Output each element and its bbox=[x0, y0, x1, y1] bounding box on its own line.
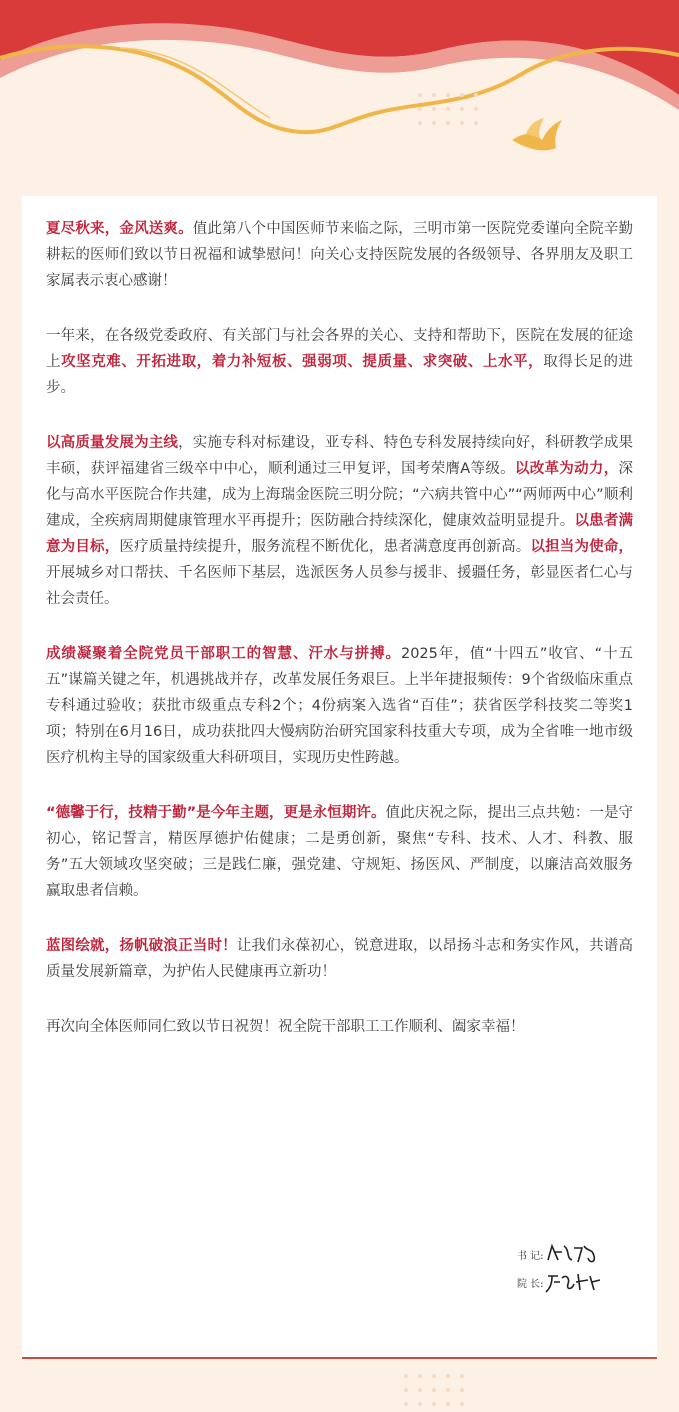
paragraph-text: 再次向全体医师同仁致以节日祝贺！祝全院干部职工工作顺利、阖家幸福！ bbox=[46, 1019, 525, 1035]
president-signature bbox=[544, 1270, 604, 1294]
bottom-divider bbox=[22, 1357, 657, 1359]
letter-paragraph bbox=[46, 216, 633, 294]
letter-body bbox=[46, 216, 633, 1040]
highlighted-phrase: 以患者满意为目标， bbox=[46, 513, 634, 555]
letter-paragraph bbox=[46, 1014, 633, 1040]
letter-paragraph bbox=[46, 430, 633, 612]
bottom-dot-pattern bbox=[400, 1368, 640, 1412]
highlighted-phrase: 成绩凝聚着全院党员干部职工的智慧、汗水与拼搏。 bbox=[46, 646, 401, 662]
paragraph-text: ，实施专科对标建设，亚专科、特色专科发展持续向好，科研教学成果丰硕，获评福建省三级卒中中心，顺利通过三甲复评，国考荣膺A等级。 bbox=[46, 435, 634, 477]
letter-paragraph bbox=[46, 933, 633, 985]
highlighted-phrase: 以高质量发展为主线 bbox=[46, 435, 179, 451]
secretary-title: 书 记: bbox=[517, 1250, 544, 1262]
highlighted-phrase: 夏尽秋来，金风送爽。 bbox=[46, 221, 193, 237]
secretary-signature bbox=[544, 1242, 604, 1266]
president-title: 院 长: bbox=[517, 1278, 544, 1290]
paragraph-text: 深化与高水平医院合作共建，成为上海瑞金医院三明分院；“六病共管中心”“两师两中心”顺利建成，全疾病周期健康管理水平再提升；医防融合持续深化，健康效益明显提升。 bbox=[46, 461, 633, 529]
highlighted-phrase: 攻坚克难、开拓进取，着力补短板、强弱项、提质量、求突破、上水平， bbox=[61, 354, 544, 370]
paragraph-text: 让我们永葆初心，锐意进取，以昂扬斗志和务实作风，共谱高质量发展新篇章，为护佑人民健康再立新功！ bbox=[46, 938, 634, 980]
signature-block bbox=[517, 1238, 637, 1298]
paragraph-text: 开展城乡对口帮扶、千名医师下基层，选派医务人员参与援非、援疆任务，彰显医者仁心与社会责任。 bbox=[46, 565, 633, 607]
paragraph-text: 取得长足的进步。 bbox=[46, 354, 634, 396]
paragraph-text: 值此第八个中国医师节来临之际，三明市第一医院党委谨向全院辛勤耕耘的医师们致以节日祝福和诚挚慰问！向关心支持医院发展的各级领导、各界朋友及职工家属表示衷心感谢！ bbox=[46, 221, 633, 289]
letter-paragraph bbox=[46, 800, 633, 904]
paragraph-text: 值此庆祝之际，提出三点共勉：一是守初心，铭记誓言，精医厚德护佑健康；二是勇创新，聚焦“专科、技术、人才、科教、服务”五大领域攻坚突破；三是践仁廉，强党建、守规矩、扬医风、严制度，以廉洁高效服务赢取患者信赖。 bbox=[46, 805, 634, 899]
gold-ribbon-thin bbox=[120, 48, 270, 118]
letter-card bbox=[22, 196, 657, 1358]
dove-icon bbox=[512, 118, 562, 150]
letter-paragraph bbox=[46, 641, 633, 771]
highlighted-phrase: 蓝图绘就，扬帆破浪正当时！ bbox=[46, 938, 237, 954]
highlighted-phrase: “德馨于行，技精于勤”是今年主题，更是永恒期许。 bbox=[46, 805, 386, 821]
letter-paragraph bbox=[46, 323, 633, 401]
secretary-row bbox=[517, 1242, 604, 1266]
highlighted-phrase: 以改革为动力， bbox=[514, 461, 619, 477]
president-row bbox=[517, 1270, 604, 1294]
header-ribbon-decoration bbox=[0, 0, 679, 200]
highlighted-phrase: 以担当为使命， bbox=[530, 539, 634, 555]
paragraph-text: 医疗质量持续提升，服务流程不断优化，患者满意度再创新高。 bbox=[119, 539, 531, 555]
paragraph-text: 一年来，在各级党委政府、有关部门与社会各界的关心、支持和帮助下，医院在发展的征途上 bbox=[46, 328, 633, 370]
paragraph-text: 2025年，值“十四五”收官、“十五五”谋篇关键之年，机遇挑战并存，改革发展任务艰巨。上半年捷报频传：9个省级临床重点专科通过验收；获批市级重点专科2个；4份病案入选省“百佳”；获省医学科技奖二等奖1项；特别在6月16日，成功获批四大慢病防治研究国家科技重大专项，成为全省唯一地市级医疗机构主导的国家级重大科研项目，实现历史性跨越。 bbox=[46, 646, 633, 766]
